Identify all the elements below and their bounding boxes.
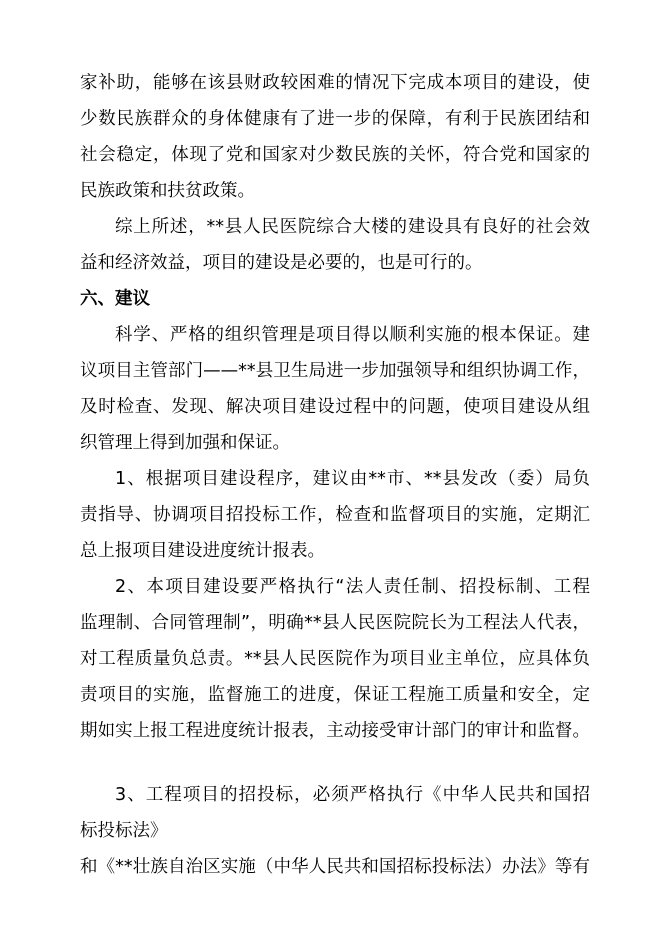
paragraph-line: 对工程质量负总责。**县人民医院作为项目业主单位，应具体负 [80, 649, 590, 669]
paragraph-line: 科学、严格的组织管理是项目得以顺利实施的根本保证。建 [115, 325, 590, 345]
paragraph-line: 期如实上报工程进度统计报表，主动接受审计部门的审计和监督。 [80, 721, 590, 741]
paragraph-line: 和《**壮族自治区实施（中华人民共和国招标投标法）办法》等有 [80, 857, 590, 877]
paragraph-line: 责指导、协调项目招投标工作，检查和监督项目的实施，定期汇 [80, 505, 590, 525]
paragraph-line: 社会稳定，体现了党和国家对少数民族的关怀，符合党和国家的 [80, 145, 590, 165]
paragraph-line: 3、工程项目的招投标，必须严格执行《中华人民共和国招 [115, 785, 590, 805]
paragraph-line: 及时检查、发现、解决项目建设过程中的问题，使项目建设从组 [80, 397, 590, 417]
paragraph-line: 益和经济效益，项目的建设是必要的，也是可行的。 [80, 253, 483, 273]
paragraph-line: 少数民族群众的身体健康有了进一步的保障，有利于民族团结和 [80, 109, 590, 129]
paragraph-line: 2、本项目建设要严格执行“法人责任制、招投标制、工程 [115, 577, 590, 597]
paragraph-line: 责项目的实施，监督施工的进度，保证工程施工质量和安全，定 [80, 685, 590, 705]
paragraph-line: 织管理上得到加强和保证。 [80, 433, 290, 453]
paragraph-line: 家补助，能够在该县财政较困难的情况下完成本项目的建设，使 [80, 73, 590, 93]
section-heading: 六、建议 [80, 289, 150, 309]
paragraph-line: 标投标法》 [80, 821, 168, 841]
paragraph-line: 综上所述，**县人民医院综合大楼的建设具有良好的社会效 [115, 217, 590, 237]
paragraph-line: 民族政策和扶贫政策。 [80, 181, 255, 201]
paragraph-line: 议项目主管部门——**县卫生局进一步加强领导和组织协调工作， [80, 361, 590, 381]
paragraph-line: 监理制、合同管理制”，明确**县人民医院院长为工程法人代表， [80, 613, 590, 633]
paragraph-line: 1、根据项目建设程序，建议由**市、**县发改（委）局负 [115, 469, 590, 489]
paragraph-line: 总上报项目建设进度统计报表。 [80, 541, 325, 561]
